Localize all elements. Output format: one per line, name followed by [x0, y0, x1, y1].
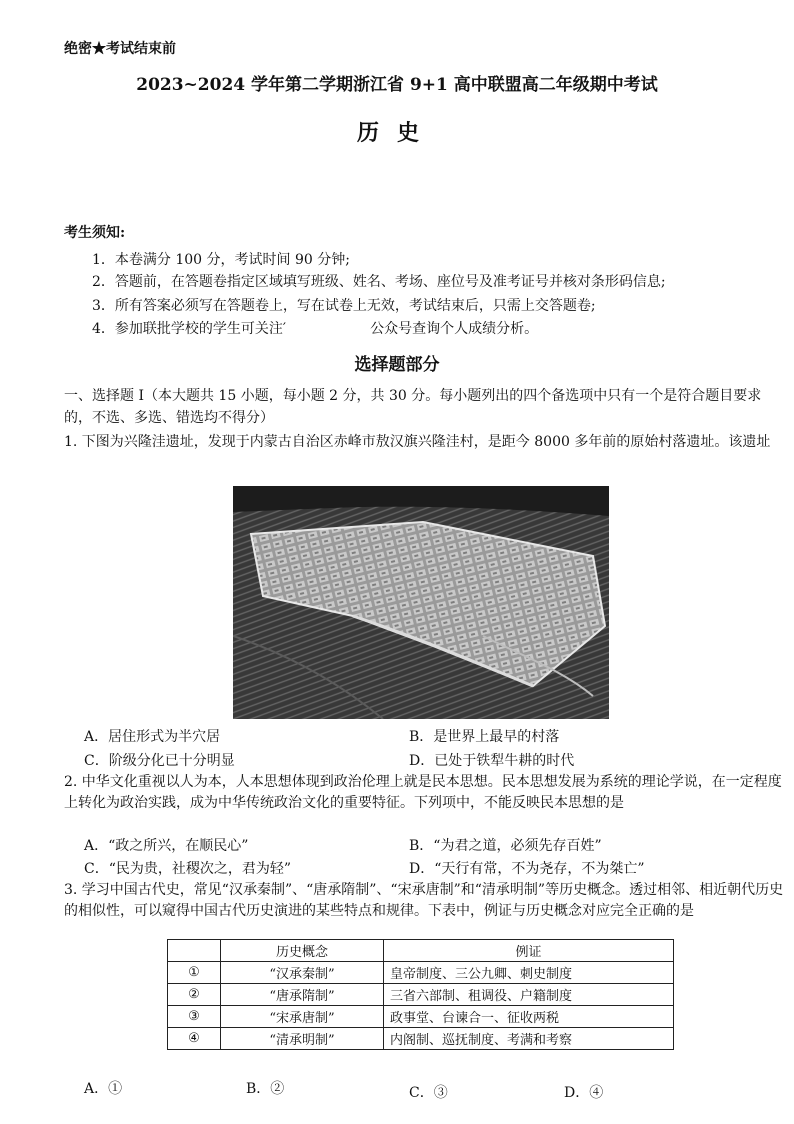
table-cell: 政事堂、台谏合一、征收两税: [384, 1006, 674, 1028]
q1-option-b[interactable]: B．是世界上最早的村落: [409, 729, 560, 745]
table-cell: “唐承隋制”: [221, 984, 384, 1006]
table-header-cell: [168, 940, 221, 962]
table-cell: ②: [168, 984, 221, 1006]
table-cell: 三省六部制、租调役、户籍制度: [384, 984, 674, 1006]
confidential-label: 绝密★考试结束前: [64, 41, 176, 57]
question-1-stem: 1. 下图为兴隆洼遗址，发现于内蒙古自治区赤峰市敖汉旗兴隆洼村，是距今 8000 多年前的原始村落遗址。该遗址: [64, 434, 771, 450]
notice-item: 3．所有答案必须写在答题卷上，写在试卷上无效，考试结束后，只需上交答题卷;: [92, 298, 596, 314]
table-cell: ③: [168, 1006, 221, 1028]
table-cell: “清承明制”: [221, 1028, 384, 1050]
table-header-cell: 例证: [384, 940, 674, 962]
notice-item: 2．答题前，在答题卷指定区域填写班级、姓名、考场、座位号及准考证号并核对条形码信息;: [92, 274, 666, 290]
q3-option-c[interactable]: C．③: [409, 1085, 448, 1101]
q1-option-a[interactable]: A．居住形式为半穴居: [84, 729, 221, 745]
part-instructions: 一、选择题 I（本大题共 15 小题，每小题 2 分，共 30 分。每小题列出的四个备选项中只有一个是符合题目要求的，不选、多选、错选均不得分）: [64, 388, 762, 426]
q3-option-d[interactable]: D．④: [564, 1085, 604, 1101]
q1-option-d[interactable]: D．已处于铁犁牛耕的时代: [409, 753, 575, 769]
subject-title: 历史: [356, 120, 437, 146]
table-cell: “汉承秦制”: [221, 962, 384, 984]
table-header-cell: 历史概念: [221, 940, 384, 962]
section-title: 选择题部分: [354, 355, 440, 375]
table-row: [168, 962, 674, 984]
table-row: [168, 984, 674, 1006]
q2-option-c[interactable]: C．“民为贵，社稷次之，君为轻”: [84, 861, 292, 877]
table-cell: 皇帝制度、三公九卿、刺史制度: [384, 962, 674, 984]
q1-option-c[interactable]: C．阶级分化已十分明显: [84, 753, 235, 769]
table-cell: 内阁制、巡抚制度、考满和考察: [384, 1028, 674, 1050]
table-row: [168, 1006, 674, 1028]
q2-option-b[interactable]: B．“为君之道，必须先存百姓”: [409, 838, 602, 854]
table-row: [168, 1028, 674, 1050]
table-cell: “宋承唐制”: [221, 1006, 384, 1028]
q2-option-a[interactable]: A．“政之所兴，在顺民心”: [84, 838, 249, 854]
q2-option-d[interactable]: D．“天行有常，不为尧存，不为桀亡”: [409, 861, 645, 877]
history-concepts-table: [167, 939, 674, 1050]
exam-title: 2023~2024 学年第二学期浙江省 9+1 高中联盟高二年级期中考试: [136, 75, 658, 95]
table-cell: ④: [168, 1028, 221, 1050]
q3-option-b[interactable]: B．②: [246, 1081, 285, 1097]
table-header-row: [168, 940, 674, 962]
question-3-stem: 3. 学习中国古代史，常见“汉承秦制”、“唐承隋制”、“宋承唐制”和“清承明制”等历史概念。透过相邻、相近朝代历史的相似性，可以窥得中国古代历史演进的某些特点和规律。下表中，例证与历史概念对应完全正确的是: [64, 882, 784, 919]
q3-option-a[interactable]: A．①: [84, 1081, 123, 1097]
notice-heading: 考生须知:: [64, 225, 126, 241]
notice-item: 1．本卷满分 100 分，考试时间 90 分钟;: [92, 252, 350, 268]
question-2-stem: 2. 中华文化重视以人为本，人本思想体现到政治伦理上就是民本思想。民本思想发展为系统的理论学说，在一定程度上转化为政治实践，成为中华传统政治文化的重要特征。下列项中，不能反映民本思想的是: [64, 774, 782, 811]
xinglongwa-site-photo: [233, 486, 609, 719]
table-cell: ①: [168, 962, 221, 984]
notice-item: 4．参加联批学校的学生可关注′ 公众号查询个人成绩分析。: [92, 321, 539, 337]
